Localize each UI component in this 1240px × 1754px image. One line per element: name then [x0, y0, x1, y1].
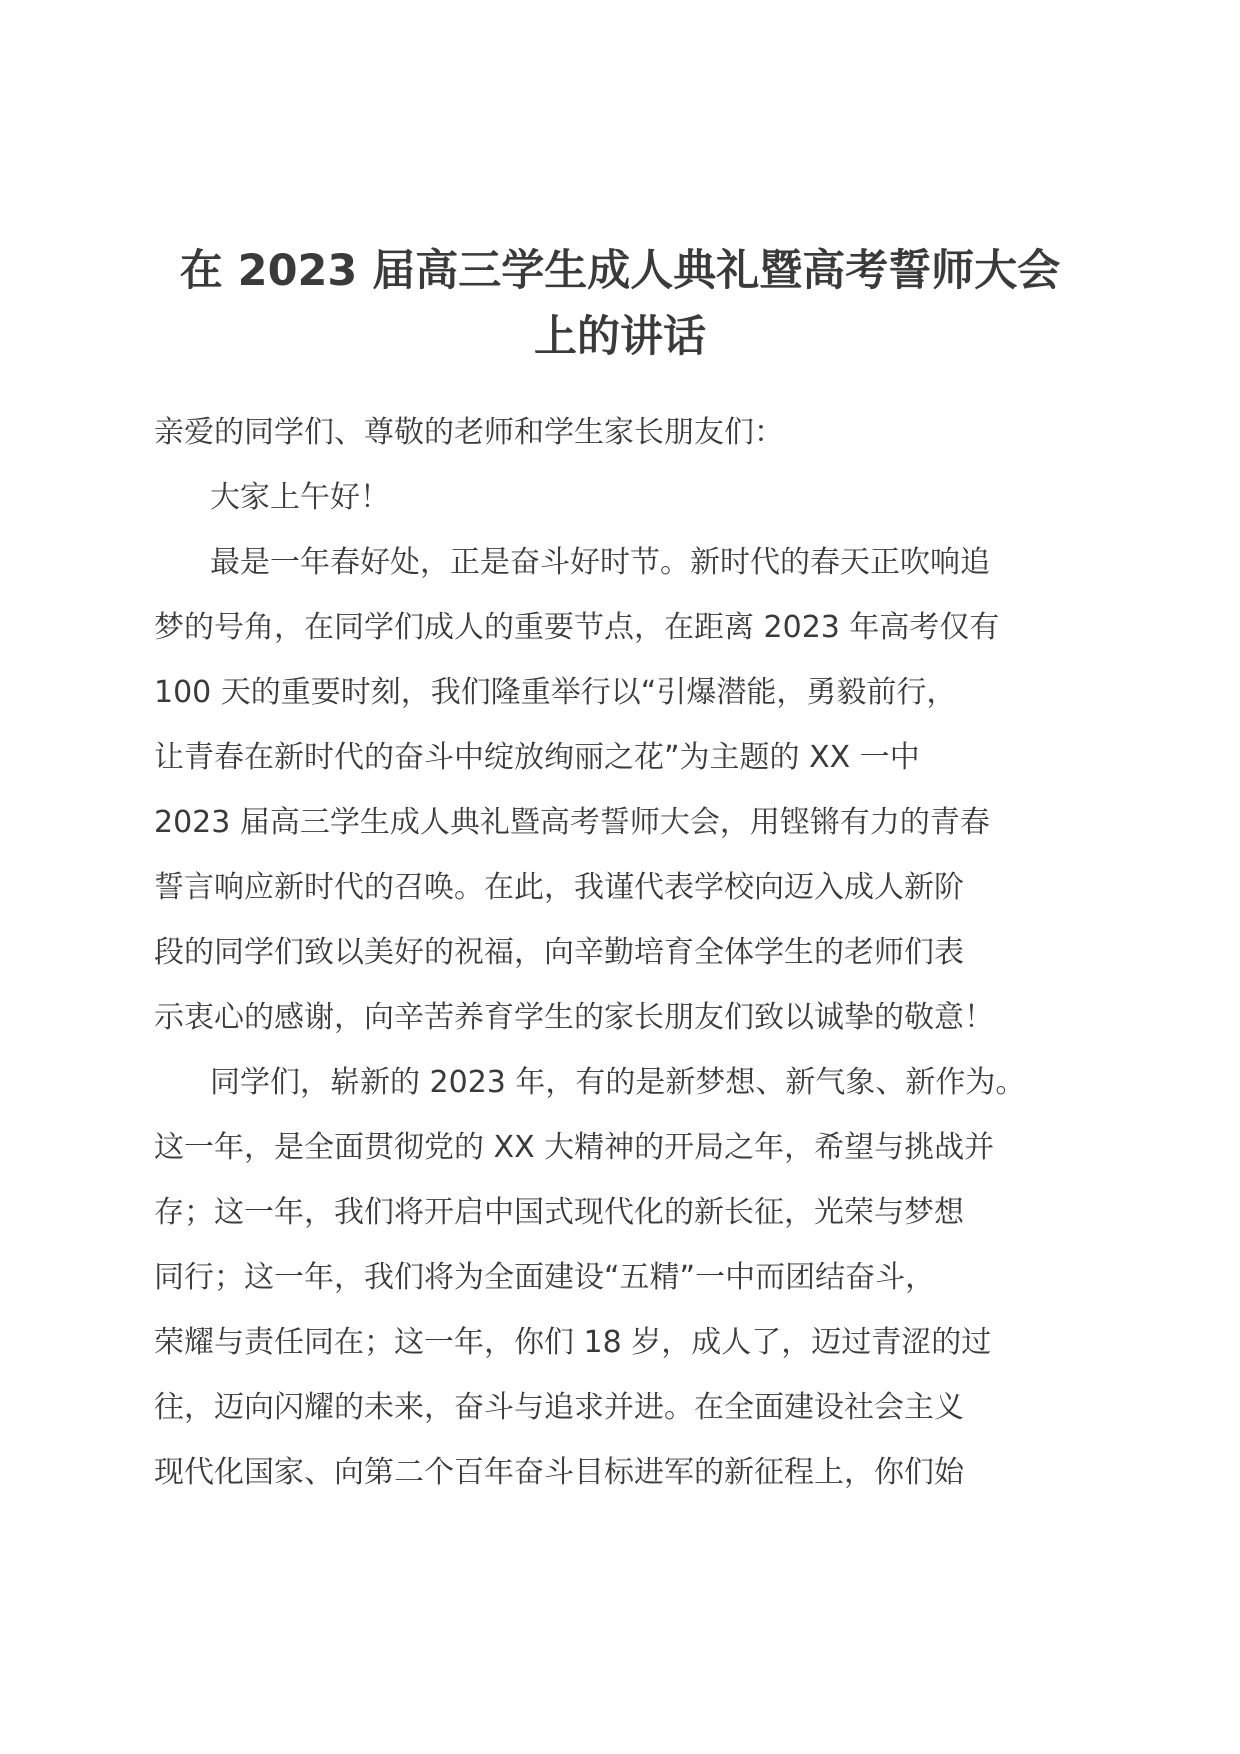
body-line: 往，迈向闪耀的未来，奋斗与追求并进。在全面建设社会主义: [154, 1390, 964, 1425]
body-line: 现代化国家、向第二个百年奋斗目标进军的新征程上，你们始: [154, 1455, 964, 1490]
body-line: 最是一年春好处，正是奋斗好时节。新时代的春天正吹响追: [210, 545, 990, 580]
body-line: 同行；这一年，我们将为全面建设“五精”一中而团结奋斗，: [154, 1260, 936, 1295]
body-line: 荣耀与责任同在；这一年，你们 18 岁，成人了，迈过青涩的过: [154, 1325, 992, 1360]
body-line: 示衷心的感谢，向辛苦养育学生的家长朋友们致以诚挚的敬意！: [154, 1000, 994, 1035]
body-line: 同学们，崭新的 2023 年，有的是新梦想、新气象、新作为。: [210, 1065, 1026, 1100]
body-line: 梦的号角，在同学们成人的重要节点，在距离 2023 年高考仅有: [154, 610, 1000, 645]
body-line: 让青春在新时代的奋斗中绽放绚丽之花”为主题的 XX 一中: [154, 740, 920, 775]
body-line: 大家上午好！: [210, 480, 390, 515]
body-line: 100 天的重要时刻，我们隆重举行以“引爆潜能，勇毅前行，: [154, 675, 957, 710]
title-line-1: 在 2023 届高三学生成人典礼暨高考誓师大会: [179, 246, 1061, 296]
page-title: [150, 238, 1090, 370]
title-line-2: 上的讲话: [534, 312, 706, 362]
body-line: 存；这一年，我们将开启中国式现代化的新长征，光荣与梦想: [154, 1195, 964, 1230]
body-line: 这一年，是全面贯彻党的 XX 大精神的开局之年，希望与挑战并: [154, 1130, 995, 1165]
body-line: 段的同学们致以美好的祝福，向辛勤培育全体学生的老师们表: [154, 935, 964, 970]
speech-body: [154, 400, 1094, 1505]
body-line: 誓言响应新时代的召唤。在此，我谨代表学校向迈入成人新阶: [154, 870, 964, 905]
body-line: 亲爱的同学们、尊敬的老师和学生家长朋友们：: [154, 415, 784, 450]
body-line: 2023 届高三学生成人典礼暨高考誓师大会，用铿锵有力的青春: [154, 805, 990, 840]
